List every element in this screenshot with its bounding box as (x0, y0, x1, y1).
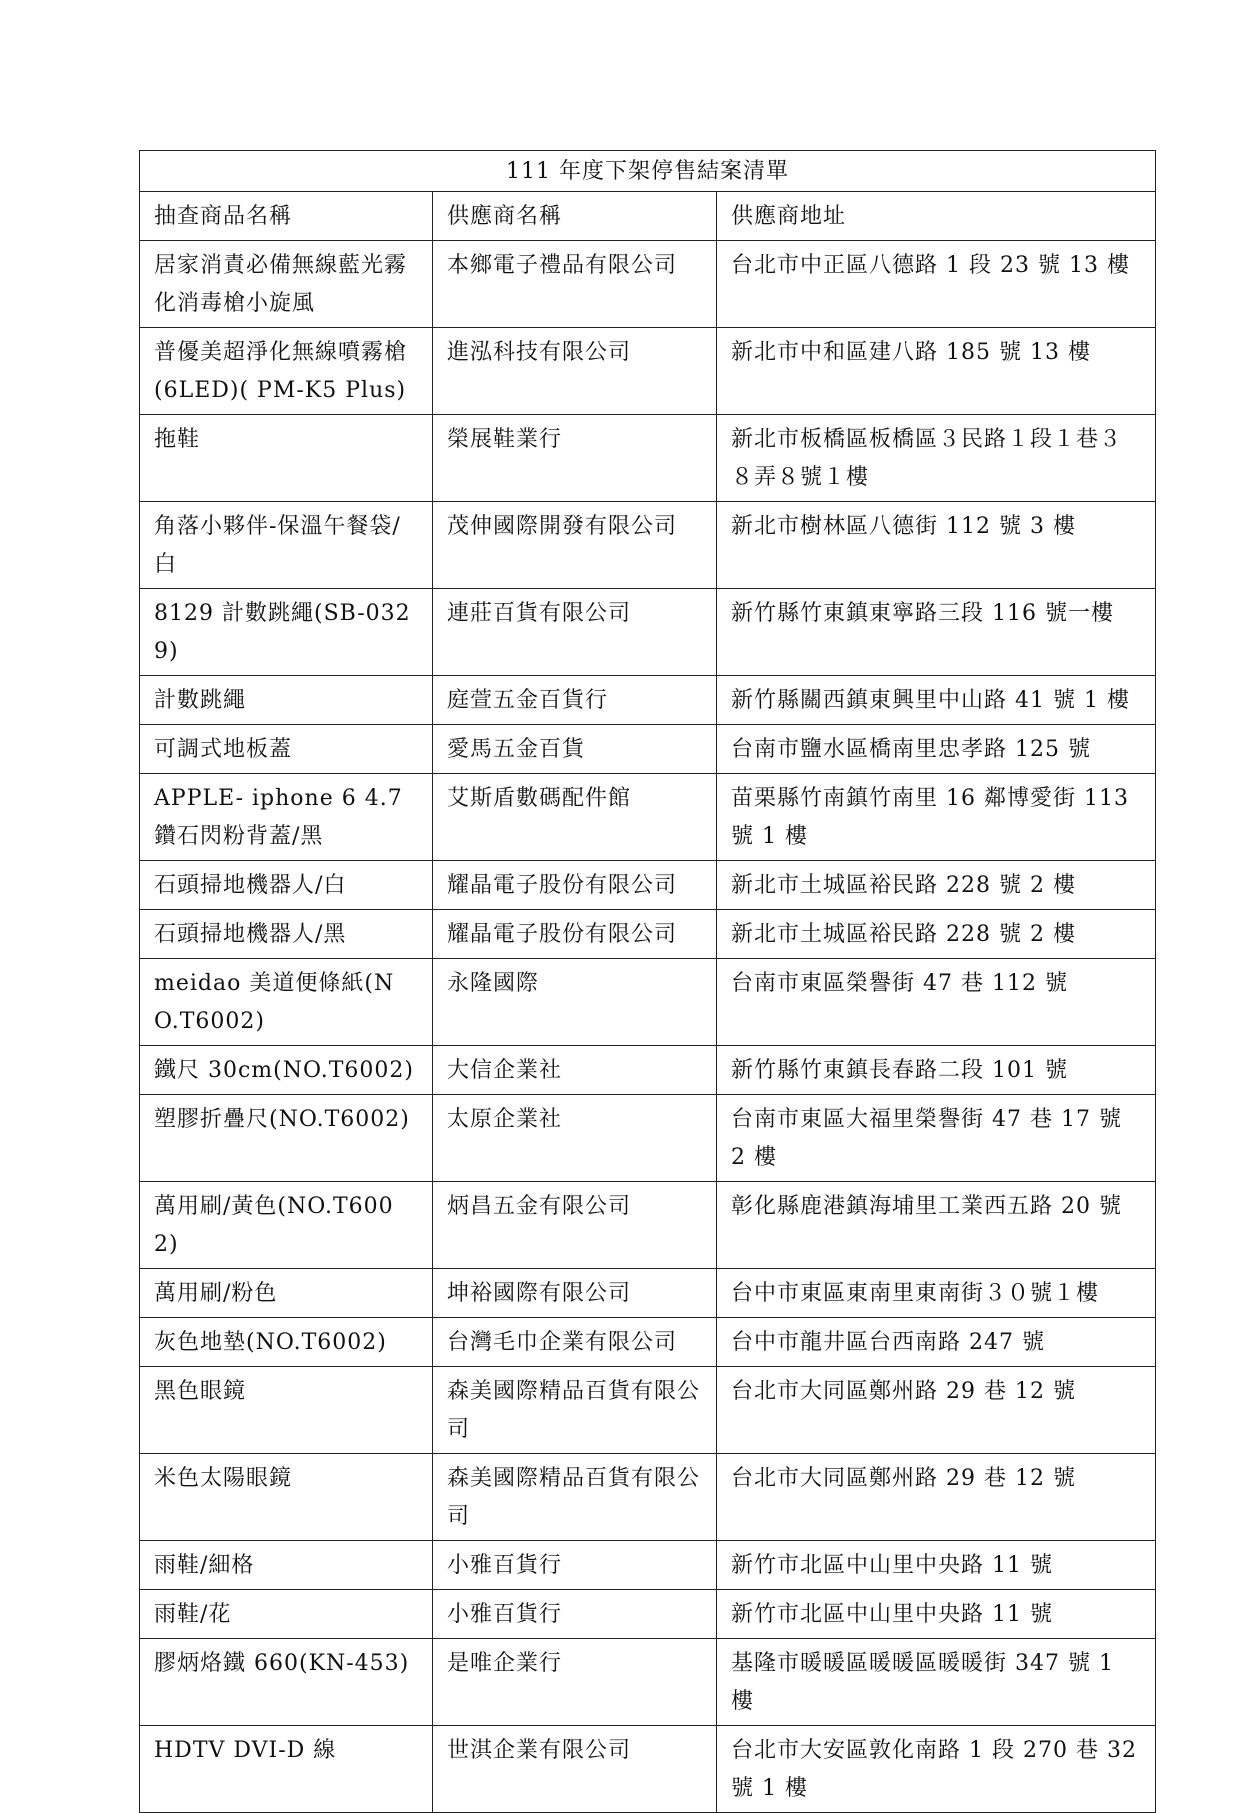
supplier-name-cell: 榮展鞋業行 (433, 415, 717, 502)
supplier-name-cell: 艾斯盾數碼配件館 (433, 774, 717, 861)
supplier-name-cell: 耀晶電子股份有限公司 (433, 910, 717, 959)
product-name-cell: 鐵尺 30cm(NO.T6002) (140, 1046, 433, 1095)
supplier-address-cell: 苗栗縣竹南鎮竹南里 16 鄰博愛街 113 號 1 樓 (717, 774, 1156, 861)
supplier-name-cell: 進泓科技有限公司 (433, 328, 717, 415)
table-row (140, 774, 1156, 861)
supplier-name-cell: 森美國際精品百貨有限公司 (433, 1367, 717, 1454)
supplier-address-cell: 台中市龍井區台西南路 247 號 (717, 1318, 1156, 1367)
product-name-cell: APPLE- iphone 6 4.7 鑽石閃粉背蓋/黑 (140, 774, 433, 861)
supplier-address-cell: 台北市大同區鄭州路 29 巷 12 號 (717, 1454, 1156, 1541)
supplier-address-cell: 新竹市北區中山里中央路 11 號 (717, 1590, 1156, 1639)
supplier-address-cell: 新北市中和區建八路 185 號 13 樓 (717, 328, 1156, 415)
product-name-cell: 計數跳繩 (140, 676, 433, 725)
table-row (140, 725, 1156, 774)
supplier-name-cell: 炳昌五金有限公司 (433, 1182, 717, 1269)
supplier-address-cell: 台北市大安區敦化南路 1 段 270 巷 32 號 1 樓 (717, 1726, 1156, 1813)
supplier-name-cell: 本鄉電子禮品有限公司 (433, 241, 717, 328)
table-row (140, 1726, 1156, 1813)
header-product-name: 抽查商品名稱 (140, 192, 433, 241)
supplier-address-cell: 新竹縣關西鎮東興里中山路 41 號 1 樓 (717, 676, 1156, 725)
product-name-cell: 膠炳烙鐵 660(KN-453) (140, 1639, 433, 1726)
supplier-name-cell: 小雅百貨行 (433, 1590, 717, 1639)
supplier-name-cell: 世淇企業有限公司 (433, 1726, 717, 1813)
supplier-address-cell: 台北市大同區鄭州路 29 巷 12 號 (717, 1367, 1156, 1454)
product-name-cell: 石頭掃地機器人/黑 (140, 910, 433, 959)
supplier-name-cell: 是唯企業行 (433, 1639, 717, 1726)
product-name-cell: HDTV DVI-D 線 (140, 1726, 433, 1813)
table-row (140, 1639, 1156, 1726)
supplier-address-cell: 台中市東區東南里東南街３０號１樓 (717, 1269, 1156, 1318)
product-name-cell: 萬用刷/粉色 (140, 1269, 433, 1318)
table-row (140, 502, 1156, 589)
table-row (140, 1590, 1156, 1639)
table-row (140, 328, 1156, 415)
supplier-address-cell: 新北市土城區裕民路 228 號 2 樓 (717, 910, 1156, 959)
supplier-address-cell: 新竹縣竹東鎮長春路二段 101 號 (717, 1046, 1156, 1095)
product-name-cell: 雨鞋/細格 (140, 1541, 433, 1590)
product-name-cell: 普優美超淨化無線噴霧槍(6LED)( PM-K5 Plus) (140, 328, 433, 415)
supplier-name-cell: 永隆國際 (433, 959, 717, 1046)
supplier-name-cell: 坤裕國際有限公司 (433, 1269, 717, 1318)
table-row (140, 1095, 1156, 1182)
table-title: 111 年度下架停售結案清單 (140, 151, 1156, 192)
product-name-cell: meidao 美道便條紙(NO.T6002) (140, 959, 433, 1046)
delisted-products-table (139, 150, 1156, 1813)
table-row (140, 1318, 1156, 1367)
product-name-cell: 米色太陽眼鏡 (140, 1454, 433, 1541)
supplier-name-cell: 連莊百貨有限公司 (433, 589, 717, 676)
product-name-cell: 居家消責必備無線藍光霧化消毒槍小旋風 (140, 241, 433, 328)
supplier-address-cell: 新北市樹林區八德街 112 號 3 樓 (717, 502, 1156, 589)
product-name-cell: 塑膠折疊尺(NO.T6002) (140, 1095, 433, 1182)
table-row (140, 1367, 1156, 1454)
table-row (140, 910, 1156, 959)
table-row (140, 589, 1156, 676)
product-name-cell: 雨鞋/花 (140, 1590, 433, 1639)
table-row (140, 241, 1156, 328)
supplier-address-cell: 基隆市暖暖區暖暖區暖暖街 347 號 1 樓 (717, 1639, 1156, 1726)
table-row (140, 1454, 1156, 1541)
product-name-cell: 萬用刷/黃色(NO.T6002) (140, 1182, 433, 1269)
supplier-name-cell: 茂伸國際開發有限公司 (433, 502, 717, 589)
supplier-name-cell: 太原企業社 (433, 1095, 717, 1182)
supplier-name-cell: 愛馬五金百貨 (433, 725, 717, 774)
product-name-cell: 拖鞋 (140, 415, 433, 502)
product-name-cell: 石頭掃地機器人/白 (140, 861, 433, 910)
product-name-cell: 8129 計數跳繩(SB-0329) (140, 589, 433, 676)
header-supplier-address: 供應商地址 (717, 192, 1156, 241)
table-row (140, 676, 1156, 725)
supplier-address-cell: 台南市東區榮譽街 47 巷 112 號 (717, 959, 1156, 1046)
table-row (140, 415, 1156, 502)
table-row (140, 861, 1156, 910)
supplier-address-cell: 新北市板橋區板橋區３民路１段１巷３８弄８號１樓 (717, 415, 1156, 502)
table-row (140, 1182, 1156, 1269)
supplier-address-cell: 台南市鹽水區橋南里忠孝路 125 號 (717, 725, 1156, 774)
table-row (140, 1046, 1156, 1095)
supplier-name-cell: 庭萱五金百貨行 (433, 676, 717, 725)
product-name-cell: 可調式地板蓋 (140, 725, 433, 774)
product-name-cell: 黑色眼鏡 (140, 1367, 433, 1454)
supplier-name-cell: 台灣毛巾企業有限公司 (433, 1318, 717, 1367)
table-row (140, 1269, 1156, 1318)
table-row (140, 1541, 1156, 1590)
table-row (140, 959, 1156, 1046)
product-name-cell: 角落小夥伴-保溫午餐袋/白 (140, 502, 433, 589)
supplier-address-cell: 彰化縣鹿港鎮海埔里工業西五路 20 號 (717, 1182, 1156, 1269)
product-name-cell: 灰色地墊(NO.T6002) (140, 1318, 433, 1367)
supplier-name-cell: 小雅百貨行 (433, 1541, 717, 1590)
supplier-address-cell: 新竹縣竹東鎮東寧路三段 116 號一樓 (717, 589, 1156, 676)
supplier-address-cell: 新竹市北區中山里中央路 11 號 (717, 1541, 1156, 1590)
supplier-name-cell: 耀晶電子股份有限公司 (433, 861, 717, 910)
supplier-address-cell: 台南市東區大福里榮譽街 47 巷 17 號 2 樓 (717, 1095, 1156, 1182)
supplier-address-cell: 台北市中正區八德路 1 段 23 號 13 樓 (717, 241, 1156, 328)
table-header-row (140, 192, 1156, 241)
header-supplier-name: 供應商名稱 (433, 192, 717, 241)
table-title-row (140, 151, 1156, 192)
supplier-name-cell: 森美國際精品百貨有限公司 (433, 1454, 717, 1541)
supplier-name-cell: 大信企業社 (433, 1046, 717, 1095)
supplier-address-cell: 新北市土城區裕民路 228 號 2 樓 (717, 861, 1156, 910)
